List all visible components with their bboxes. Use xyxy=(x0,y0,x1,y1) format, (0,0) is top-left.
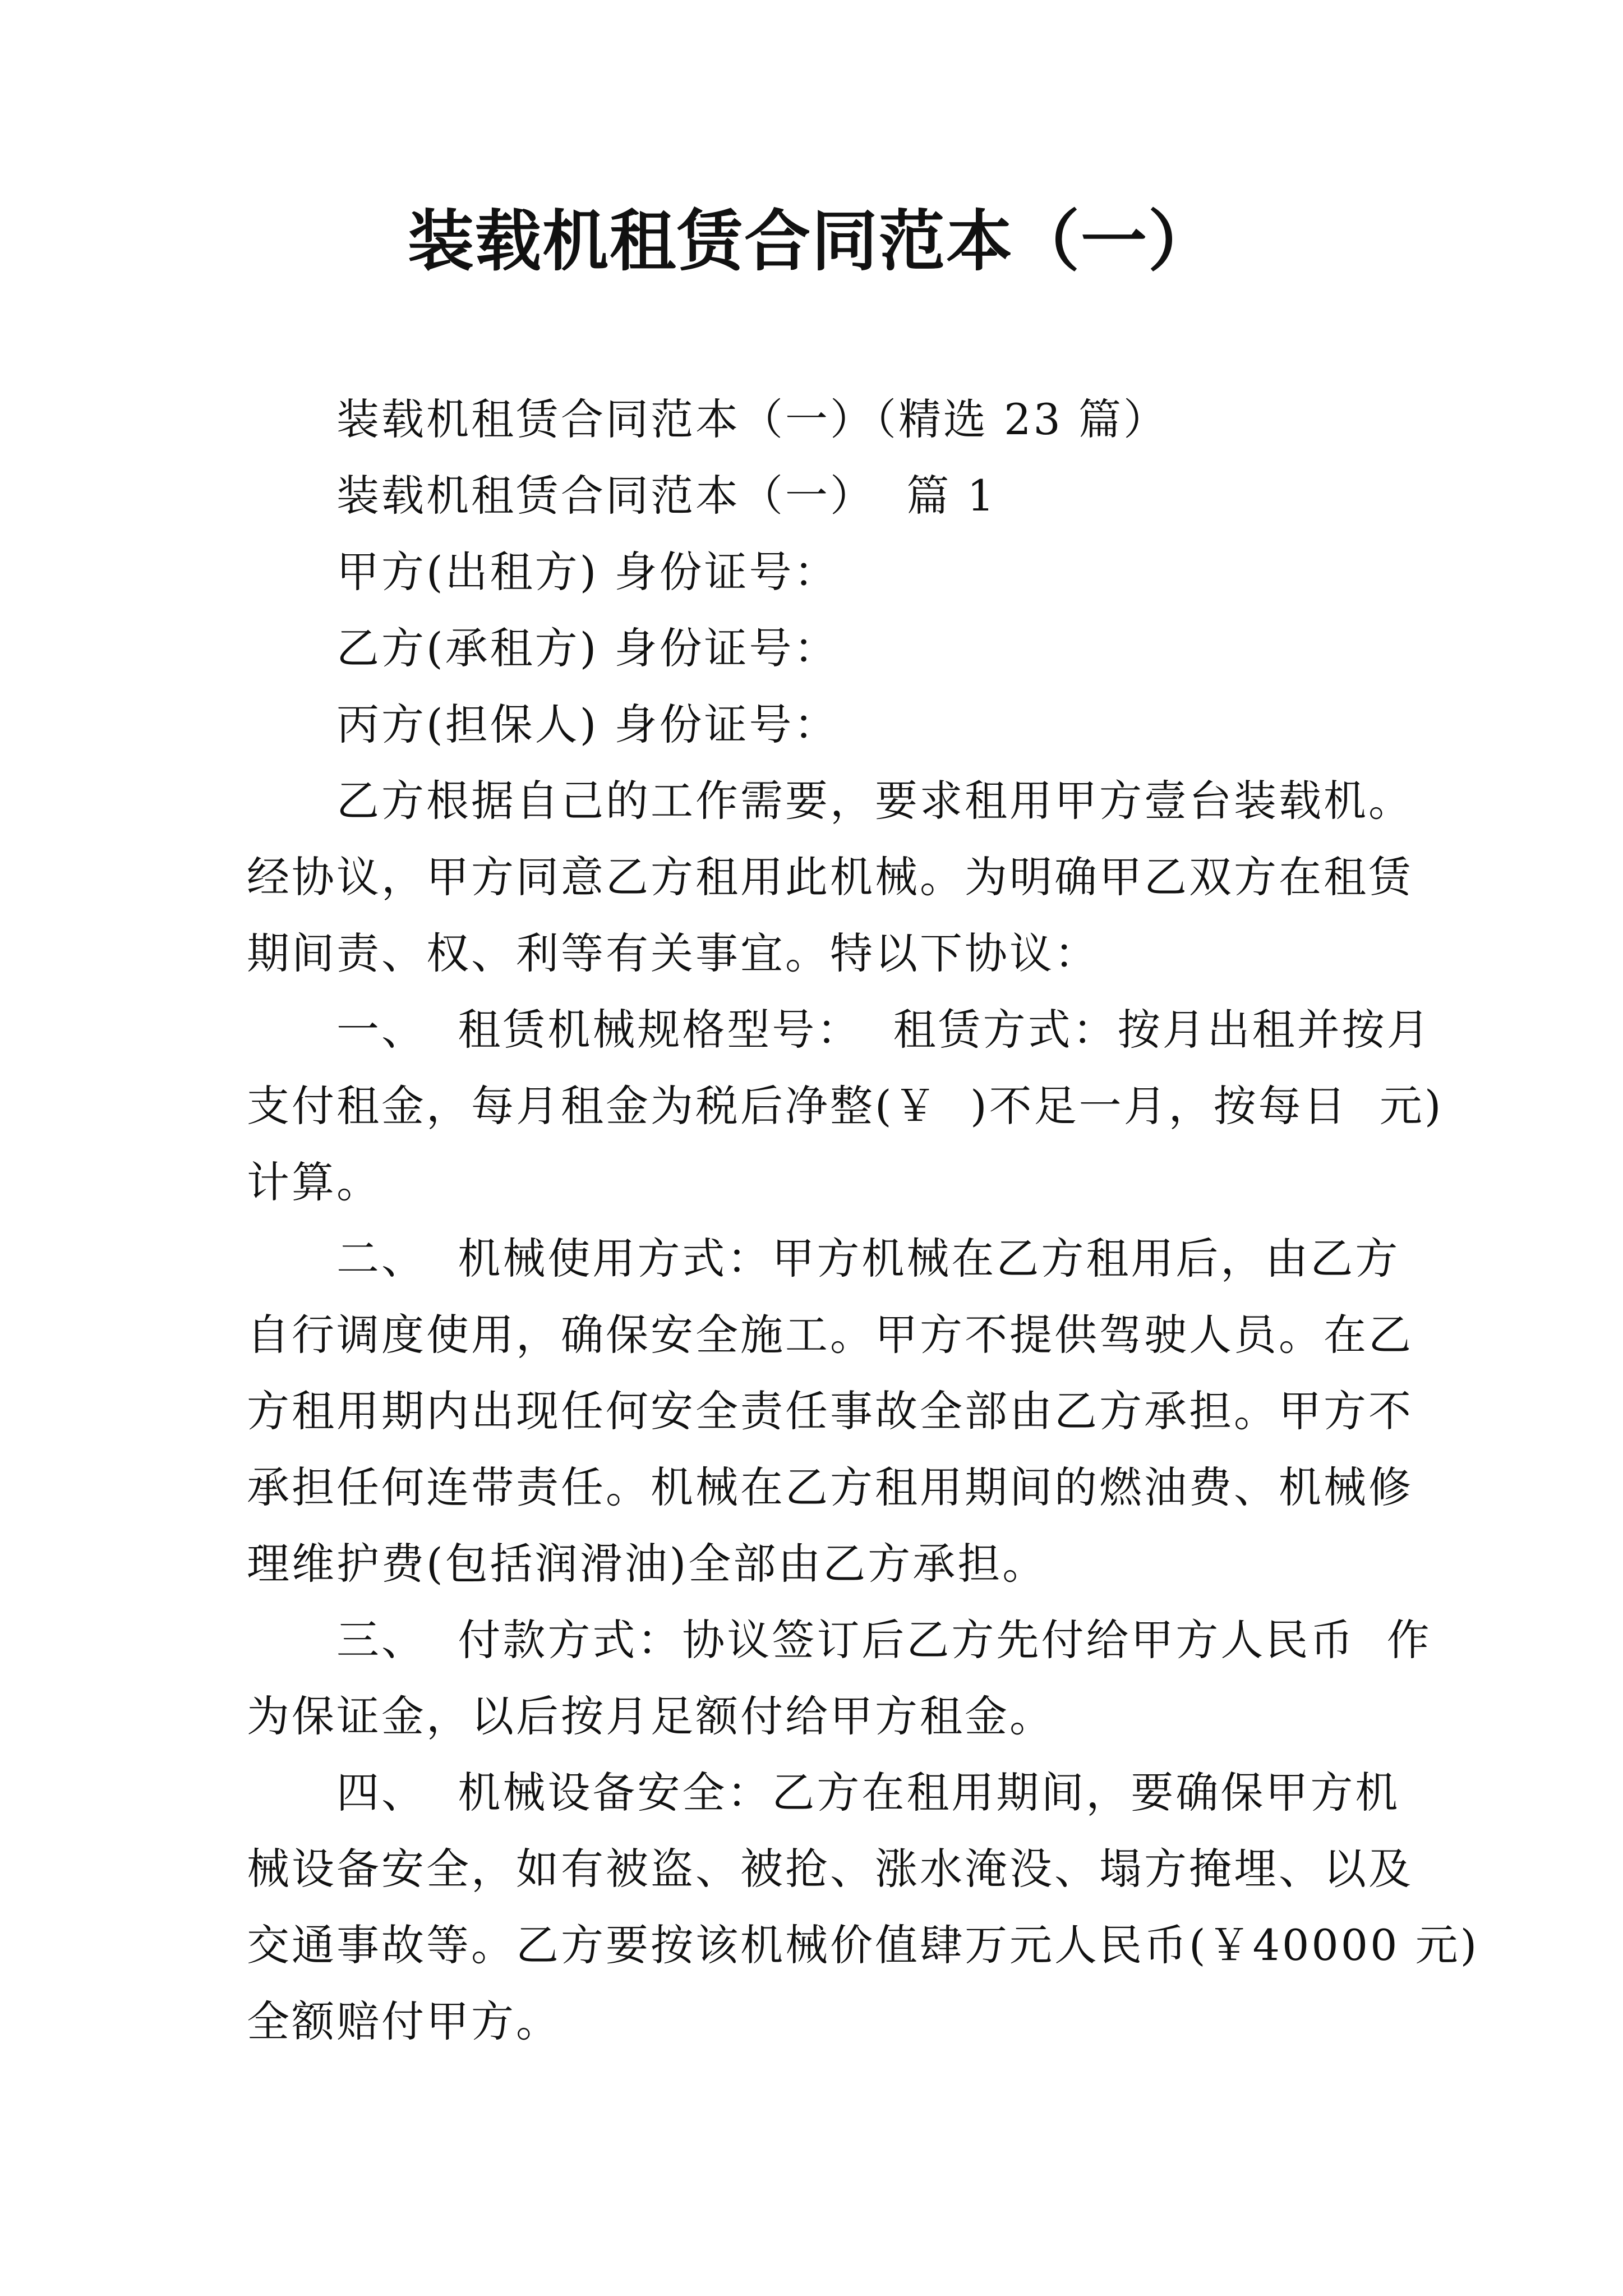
body-line: 期间责、权、利等有关事宜。特以下协议： xyxy=(247,928,1099,978)
body-line: 三、 付款方式：协议签订后乙方先付给甲方人民币 作 xyxy=(336,1615,1432,1665)
body-line: 承担任何连带责任。机械在乙方租用期间的燃油费、机械修 xyxy=(247,1462,1413,1512)
body-line: 自行调度使用，确保安全施工。甲方不提供驾驶人员。在乙 xyxy=(247,1310,1413,1360)
body-line: 方租用期内出现任何安全责任事故全部由乙方承担。甲方不 xyxy=(247,1386,1413,1436)
document-title: 装载机租赁合同范本（一） xyxy=(407,202,1215,280)
body-line: 为保证金，以后按月足额付给甲方租金。 xyxy=(247,1691,1054,1741)
body-line: 支付租金，每月租金为税后净整(￥ )不足一月，按每日 元) xyxy=(247,1081,1444,1131)
body-line: 交通事故等。乙方要按该机械价值肆万元人民币(￥40000 元) xyxy=(247,1920,1479,1970)
body-line: 一、 租赁机械规格型号： 租赁方式：按月出租并按月 xyxy=(336,1005,1432,1055)
document-body xyxy=(247,381,1479,2060)
body-line: 乙方(承租方) 身份证号： xyxy=(336,623,839,673)
body-line: 计算。 xyxy=(247,1157,381,1207)
body-line: 四、 机械设备安全：乙方在租用期间，要确保甲方机 xyxy=(336,1768,1400,1818)
body-line: 械设备安全，如有被盗、被抢、涨水淹没、塌方掩埋、以及 xyxy=(247,1844,1413,1894)
body-line: 丙方(担保人) 身份证号： xyxy=(336,700,839,749)
body-line: 全额赔付甲方。 xyxy=(247,1996,561,2046)
body-line: 装载机租赁合同范本（一） 篇 1 xyxy=(336,471,997,521)
body-line: 甲方(出租方) 身份证号： xyxy=(336,547,839,597)
body-line: 装载机租赁合同范本（一）（精选 23 篇） xyxy=(336,394,1169,444)
body-line: 乙方根据自己的工作需要，要求租用甲方壹台装载机。 xyxy=(336,776,1413,826)
body-line: 经协议，甲方同意乙方租用此机械。为明确甲乙双方在租赁 xyxy=(247,852,1413,902)
body-line: 二、 机械使用方式：甲方机械在乙方租用后，由乙方 xyxy=(336,1234,1400,1283)
body-line: 理维护费(包括润滑油)全部由乙方承担。 xyxy=(247,1539,1048,1589)
